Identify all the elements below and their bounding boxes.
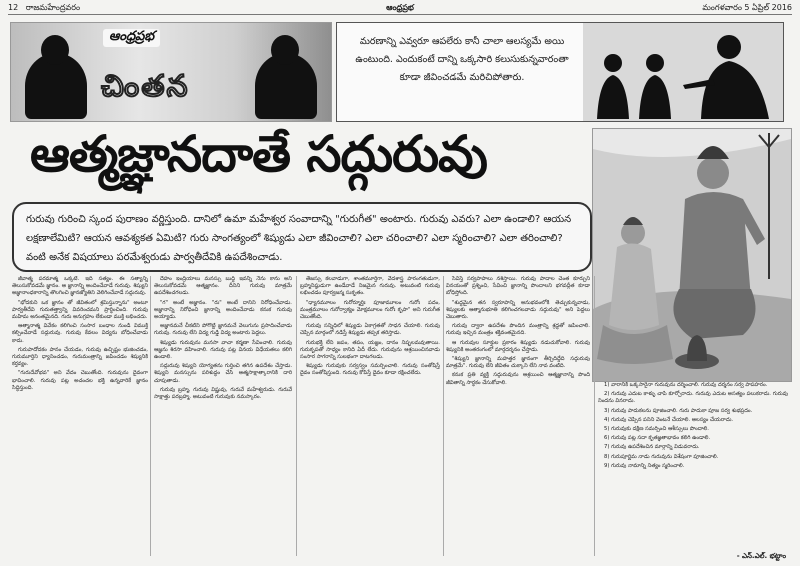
paragraph: "శుద్ధమైన తన స్వరూపాన్ని అనుభవంలోకి తెచ్చుకున్నవాడు, శిష్యులకు ఆత్మానుభూతి కలిగించగలవాడు సద్గురువు" అని పెద్దలు చెబుతారు. (446, 299, 590, 321)
paragraph: "గురుదేవోభవ" అని వేదం చెబుతోంది. గురువును దైవంగా భావించాలి. గురువు పట్ల అచంచల భక్తి ఉన్నవారికే జ్ఞానం సిద్ధిస్తుంది. (12, 370, 148, 391)
figure-head-right (271, 35, 299, 65)
paragraph: 6) గురువు పట్ల సదా కృతజ్ఞతాభావం కలిగి ఉండాలి. (604, 435, 711, 442)
paragraph: 1) వారానికి ఒక్కసారైనా గురువును దర్శించాలి. గురువు దర్శనం సర్వ పాపహరం. (604, 382, 768, 388)
paragraph: తేజస్సు కలవాడుగా, శాంతమూర్తిగా, వేదశాస్త్ర పారంగతుడుగా, బ్రహ్మనిష్ఠుడుగా ఉండేవాడే నిజమైన గురువు. అటువంటి గురువు లభించడం పూర్వజన్మ సుకృతం. (300, 276, 440, 297)
paragraph: 5) గురువుకు దక్షిణ సమర్పించి ఆశీస్సులు పొందాలి. (604, 426, 709, 433)
issue-date: మంగళవారం 5 ఏప్రిల్ 2016 (702, 2, 792, 12)
section-title: చింతన (101, 69, 190, 104)
column-divider (296, 276, 297, 556)
paragraph: 8) గురుపూర్ణిమ నాడు గురువును విశేషంగా పూజించాలి. (604, 453, 719, 460)
paragraph: 7) గురువు ఉపదేశించిన మార్గాన్ని విడువరాదు. (604, 444, 700, 451)
paragraph: 3) గురువు పాదుకలను పూజించాలి. గురు పాదుకా పూజ సర్వ శుభప్రదం. (604, 407, 753, 414)
paragraph: గురుపాదోదకం పానం చేయడం, గురువు ఉచ్ఛిష్టం భుజించడం, గురుమూర్తిని ధ్యానించడం, గురుమంత్రాన్ని జపించడం శిష్యునికి కర్తవ్యం. (12, 346, 148, 368)
paragraph: 4) గురువు చెప్పిన పనిని వెంటనే చేయాలి. ఆలస్యం చేయరాదు. (604, 416, 734, 423)
paragraph: జీవాత్మ పరమాత్మ ఒక్కటే. ఇది సత్యం. ఈ సత్యాన్ని తెలుసుకోవడమే జ్ఞానం. ఆ జ్ఞానాన్ని అందించేవాడే గురువు. శిష్యుని అజ్ఞానాంధకారాన్ని తొలగించి జ్ఞానజ్యోతిని వెలిగించేవాడే సద్గురువు. (12, 276, 148, 297)
page-number-edition: 12 రాజమహేంద్రవరం (8, 2, 81, 12)
article-column-2 (154, 276, 292, 556)
paragraph: "ధ్యానమూలం గురోర్మూర్తిః పూజామూలం గురోః పదం, మంత్రమూలం గురోర్వాక్యం మోక్షమూలం గురోః కృపా" అని గురుగీత చెబుతోంది. (300, 299, 440, 321)
quote-text: మరణాన్ని ఎవ్వరూ ఆపలేరు కానీ చాలా ఆలస్యమే అయి ఉంటుంది. ఎందుకంటే దాన్ని ఒక్కసారి కలుసుకున్నవారంతా కూడా జీవించడమే మరిచిపోతారు. (355, 36, 569, 83)
paragraph: అజ్ఞానమనే చీకటిని పోగొట్టి జ్ఞానమనే వెలుగును ప్రసాదించేవాడు గురువు. గురువు లేని విద్య గుడ్డి విద్య అంటారు పెద్దలు. (154, 323, 292, 337)
masthead-small: ఆంధ్రప్రభ (386, 2, 414, 12)
intro-box: గురువు గురించి స్కంద పురాణం వర్ణిస్తుంది. దానిలో ఉమా మహేశ్వర సంవాదాన్ని "గురుగీత" అంటారు. గురువు ఎవరు? ఎలా ఉండాలి? ఆయన లక్షణాలేమిటి? ఆయన ఆవశ్యకత ఏమిటి? గురు సాంగత్యంలో శిష్యుడు ఎలా జీవించాలి? ఎలా చరించాలి? ఎలా స్మరించాలి? ఎలా తరించాలి? వంటి అనేక విషయాలు పరమేశ్వరుడు పార్వతీదేవికి ఉపదేశించాడు. (12, 202, 592, 272)
paragraph: "శిష్యుని జ్ఞానాన్ని మహత్తర జ్ఞానంగా తీర్చిదిద్దేది సద్గురువు మాత్రమే". గురువు లేని జీవితం చుక్కాని లేని నావ వంటిది. (446, 356, 590, 370)
paragraph: గురుభక్తి లేని జపం, తపం, యజ్ఞం, దానం నిష్ఫలమవుతాయి. గురుకృపతో సాధ్యం కానిది ఏదీ లేదు. గురువును ఆశ్రయించినవాడు సంసార సాగరాన్ని సులభంగా దాటగలడు. (300, 339, 440, 361)
paragraph: 9) గురువు నామాన్ని నిత్యం స్మరించాలి. (604, 462, 685, 469)
shiva-parvati-illustration (592, 128, 792, 382)
paragraph: కనుక ప్రతి వ్యక్తి సద్గురువును ఆశ్రయించి ఆత్మజ్ఞానాన్ని పొంది జీవితాన్ని సార్థకం చేసుకోవాలి. (446, 372, 590, 386)
paragraph: "భోదకుని ఒక జ్ఞానం తో జీవితంలో శ్రమిస్తున్నాను" అంటూ పార్వతీదేవి గురుతత్త్వాన్ని వివరించమని ప్రార్థించింది. గురువు మహిమ అనంతమైనది. గురు అనుగ్రహం లేకుండా ముక్తి లభించదు. (12, 299, 148, 321)
paragraph: గురువు ద్వారా ఉపదేశం పొందిన మంత్రాన్ని శ్రద్ధతో జపించాలి. గురువు ఇచ్చిన మంత్రం శక్తివంతమైనది. (446, 323, 590, 337)
page-header (8, 2, 792, 15)
article-headline: ఆత్మజ్ఞానదాతే సద్గురువు (30, 125, 487, 183)
paragraph: శిష్యుడు గురువుకు సర్వస్వం సమర్పించాలి. గురువు సంతోషిస్తే దైవం సంతోషిస్తుంది. గురువు కోపిస్తే దైవం కూడా రక్షించలేదు. (300, 363, 440, 377)
guru-disciples-silhouette (583, 23, 783, 121)
column-divider (443, 276, 444, 556)
section-logo: ఆంధ్రప్రభ (103, 29, 160, 47)
paragraph: గురువు సన్నిధిలో శిష్యుడు ఏకాగ్రతతో సాధన చేయాలి. గురువు చెప్పిన మార్గంలో నడిస్తే శిష్యుడు తప్పక తరిస్తాడు. (300, 323, 440, 337)
figure-head-left (41, 35, 69, 65)
paragraph: సేవిస్తే సర్వపాపాలు నశిస్తాయి. గురువు పాదాల చెంత కూర్చుని వినయంతో ప్రశ్నించి, సేవించి జ్ఞానాన్ని పొందాలని భగవద్గీత కూడా బోధిస్తోంది. (446, 276, 590, 297)
paragraph: సద్గురువు శిష్యుని యోగ్యతను గుర్తించి తగిన ఉపదేశం చేస్తాడు. శిష్యుని మనస్సును పరిశుద్ధం చేసి ఆత్మసాక్షాత్కారానికి దారి చూపుతాడు. (154, 363, 292, 384)
quote-box (336, 22, 784, 122)
paragraph: 2) గురువు ఎదుట కాళ్ళు చాపి కూర్చోరాదు. గురువు ఎదుట అసత్యం పలుకరాదు. గురువు నిందను వినరాదు. (598, 391, 788, 405)
paragraph: శిష్యుడు గురువును మనసా వాచా కర్మణా సేవించాలి. గురువు ఆజ్ఞను శిరసా వహించాలి. గురువు పట్ల వినయ విధేయతలు కలిగి ఉండాలి. (154, 339, 292, 361)
paragraph: "గ" అంటే అజ్ఞానం. "రు" అంటే దానిని నిరోధించేవాడు. అజ్ఞానాన్ని నిరోధించి జ్ఞానాన్ని అందించేవాడు కనుక గురువు అయ్యాడు. (154, 299, 292, 321)
shiva-parvati-drawing (593, 129, 791, 381)
paragraph: దేహం ఇంద్రియాలు మనస్సు బుద్ధి ఇవన్నీ నేను కాను అని తెలుసుకోవడమే ఆత్మజ్ఞానం. దీనిని గురువు మాత్రమే ఉపదేశించగలడు. (154, 276, 292, 297)
article-column-4 (446, 276, 590, 556)
article-column-3 (300, 276, 440, 556)
column-divider (150, 276, 151, 556)
paragraph: గురువు బ్రహ్మ, గురువు విష్ణువు, గురువే మహేశ్వరుడు. గురువే సాక్షాత్తు పరబ్రహ్మ. అటువంటి గురువుకు నమస్కారం. (154, 386, 292, 401)
article-column-5 (598, 382, 788, 554)
author-byline: - ఎన్.ఎల్. భట్టాం (736, 552, 786, 560)
column-divider (594, 276, 595, 556)
article-column-1 (12, 276, 148, 556)
paragraph: ఆ గురువుల సూక్తుల ప్రకారం శిష్యుడు నడుచుకోవాలి. గురువు శిష్యునికి అంతరంగంలో మార్గదర్శనం చేస్తాడు. (446, 339, 590, 353)
chintana-banner (10, 22, 332, 122)
paragraph: ఆత్మానాత్మ వివేకం కలిగించి సంసార బంధాల నుండి విముక్తి కల్పించేవాడే సద్గురువు. గురువు కేవలం విద్యను బోధించేవాడు కాదు. (12, 323, 148, 344)
